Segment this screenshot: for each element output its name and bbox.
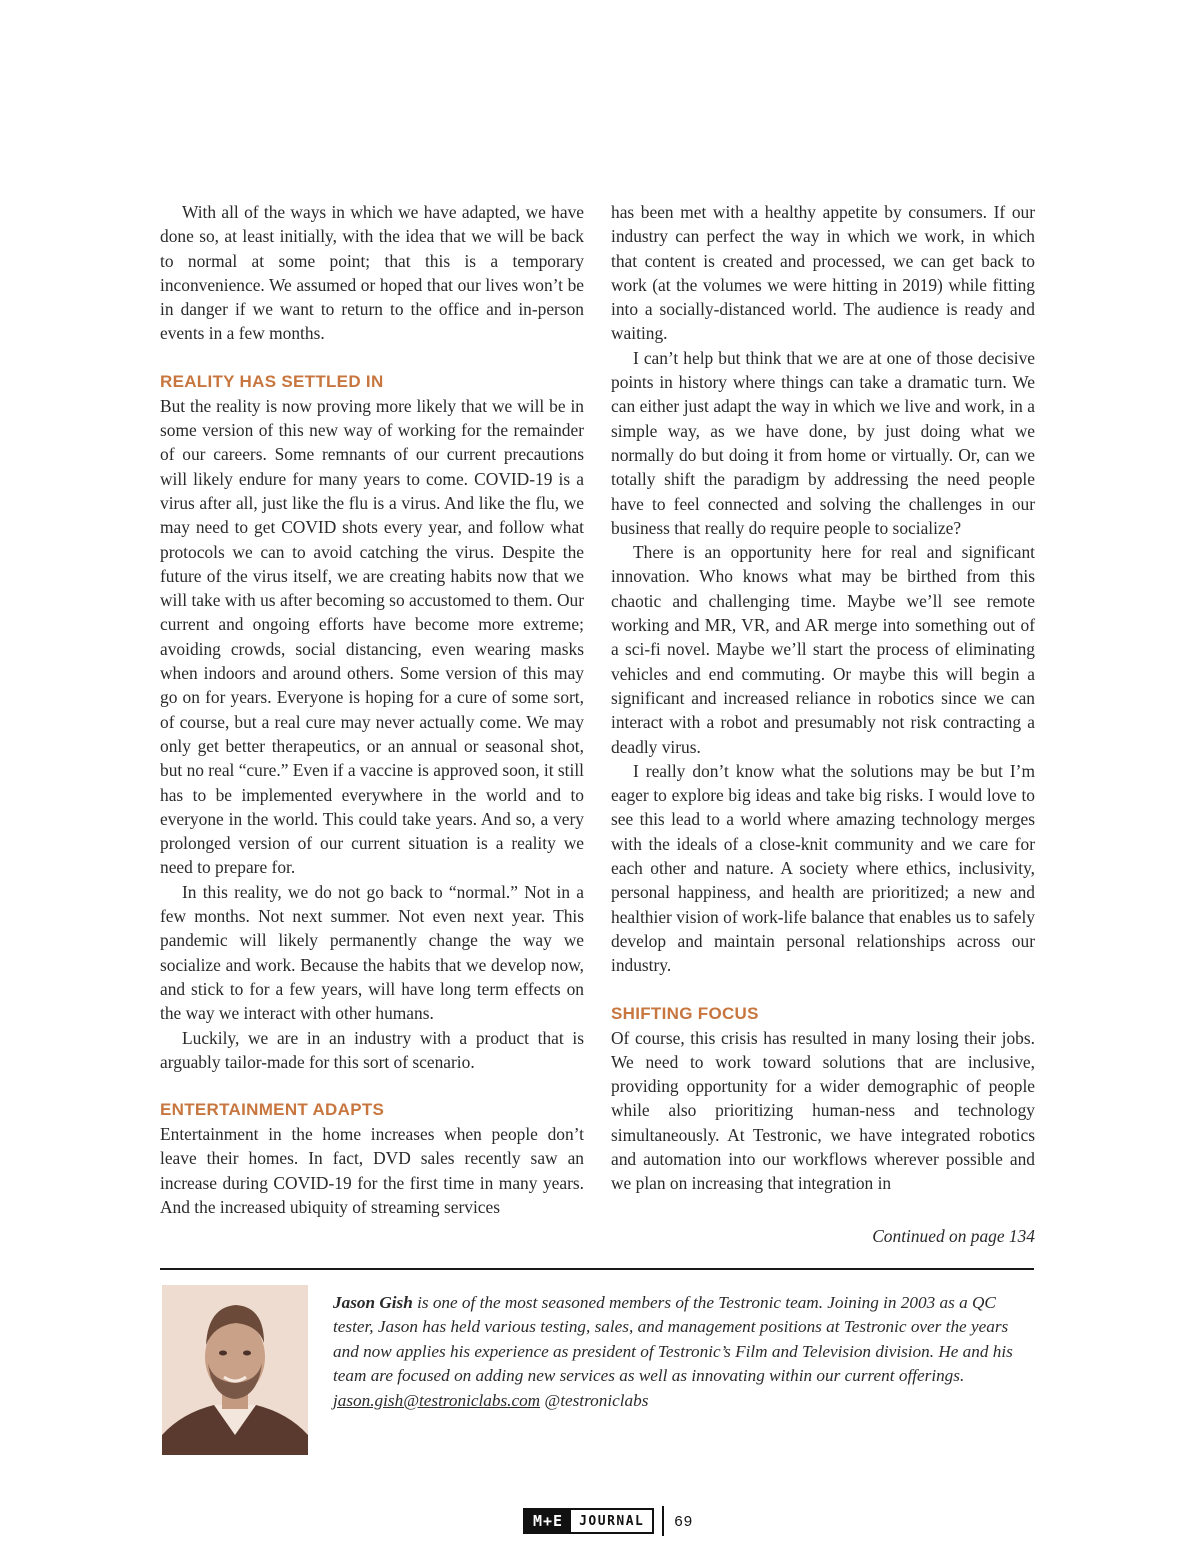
logo-me: M+E bbox=[525, 1510, 571, 1532]
section-heading: SHIFTING FOCUS bbox=[611, 1003, 759, 1023]
right-column bbox=[611, 200, 1035, 1196]
author-handle: @testroniclabs bbox=[544, 1390, 649, 1410]
footer-divider bbox=[662, 1506, 664, 1536]
body-paragraph: There is an opportunity here for real and significant innovation. Who knows what may be birthed from this chaotic and challenging time. Maybe we’ll see remote working and MR, VR, and AR merge into something out of a sci-fi novel. Maybe we’ll start the process of eliminating vehicles and end commuting. Or maybe this will begin a significant and increased reliance in robotics since we can interact with a robot and presumably not risk contracting a deadly virus. bbox=[611, 542, 1035, 757]
body-paragraph: I can’t help but think that we are at one of those decisive points in history where things can take a dramatic turn. We can either just adapt the way in which we live and work, in a simple way, as we have done, by just doing what we normally do but doing it from home or virtually. Or, can we totally shift the paradigm by addressing the need people have to feel connected and solving the challenges in our business that really do require people to socialize? bbox=[611, 347, 1035, 538]
author-portrait-image bbox=[162, 1285, 308, 1455]
author-name: Jason Gish bbox=[333, 1293, 413, 1312]
body-paragraph: But the reality is now proving more likely that we will be in some version of this new way of working for the remainder of our careers. Some remnants of our current precautions will likely endure for many years to come. COVID-19 is a virus after all, just like the flu is a virus. And like the flu, we may need to get COVID shots every year, and follow what protocols we can to avoid catching the virus. Despite the future of the virus itself, we are creating habits now that we will take with us after becoming so accustomed to them. Our current and ongoing efforts have become more extreme; avoiding crowds, social distancing, even wearing masks when indoors and around others. Some version of this may go on for years. Everyone is hoping for a cure of some sort, of course, but a real cure may never actually come. We may only get better therapeutics, or an annual or seasonal shot, but no real “cure.” Even if a vaccine is approved soon, it still has to be implemented everywhere in the world and to everyone in the world. This could take years. And so, a very prolonged version of our current situation is a reality we need to prepare for. bbox=[160, 395, 584, 878]
body-paragraph: In this reality, we do not go back to “normal.” Not in a few months. Not next summer. Not even next year. This pandemic will likely permanently change the way we socialize and work. Because the habits that we develop now, and stick to for a few years, will have long term effects on the way we interact with other humans. bbox=[160, 881, 584, 1024]
body-paragraph: Entertainment in the home increases when people don’t leave their homes. In fact, DVD sales recently saw an increase during COVID-19 for the first time in many years. And the increased ubiquity of streaming services bbox=[160, 1124, 584, 1217]
body-paragraph: Of course, this crisis has resulted in many losing their jobs. We need to work toward solutions that are inclusive, providing opportunity for a wider demographic of people while also prioritizing human-ness and technology simultaneously. At Testronic, we have integrated robotics and automation into our workflows wherever possible and we plan on increasing that integration in bbox=[611, 1027, 1035, 1194]
section-heading: REALITY HAS SETTLED IN bbox=[160, 371, 384, 391]
body-paragraph: has been met with a healthy appetite by consumers. If our industry can perfect the way in which we work, in which that content is created and processed, we can get back to work (at the volumes we were hitting in 2019) while fitting into a socially-distanced world. The audience is ready and waiting. bbox=[611, 202, 1035, 344]
divider-rule bbox=[160, 1268, 1034, 1270]
logo-journal: JOURNAL bbox=[571, 1510, 652, 1532]
continued-note: Continued on page 134 bbox=[872, 1226, 1035, 1246]
body-paragraph: With all of the ways in which we have adapted, we have done so, at least initially, with the idea that we will be back to normal at some point; that this is a temporary inconvenience. We assumed or hoped that our lives won’t be in danger if we want to return to the office and in-person events in a few months. bbox=[160, 202, 584, 344]
author-email-link[interactable]: jason.gish@testroniclabs.com bbox=[333, 1390, 541, 1410]
author-bio bbox=[333, 1291, 1033, 1413]
section-heading: ENTERTAINMENT ADAPTS bbox=[160, 1100, 385, 1120]
body-paragraph: Luckily, we are in an industry with a product that is arguably tailor-made for this sort of scenario. bbox=[160, 1027, 584, 1072]
body-paragraph: I really don’t know what the solutions may be but I’m eager to explore big ideas and take big risks. I would love to see this lead to a world where amazing technology merges with the ideals of a close-knit community and we care for each other and nature. A society where ethics, inclusivity, personal happiness, and health are prioritized; a new and healthier vision of work-life balance that enables us to safely develop and maintain personal relationships across our industry. bbox=[611, 760, 1035, 976]
left-column bbox=[160, 200, 584, 1219]
bio-text: is one of the most seasoned members of the Testronic team. Joining in 2003 as a QC tester, Jason has held various testing, sales, and management positions at Testronic over the years and now applies his experience as president of Testronic’s Film and Television division. He and his team are focused on adding new services as well as innovating within our current offerings. bbox=[333, 1293, 1013, 1386]
journal-logo bbox=[523, 1508, 654, 1534]
page-footer bbox=[523, 1506, 693, 1536]
page-number: 69 bbox=[674, 1512, 694, 1530]
author-portrait bbox=[162, 1285, 308, 1455]
